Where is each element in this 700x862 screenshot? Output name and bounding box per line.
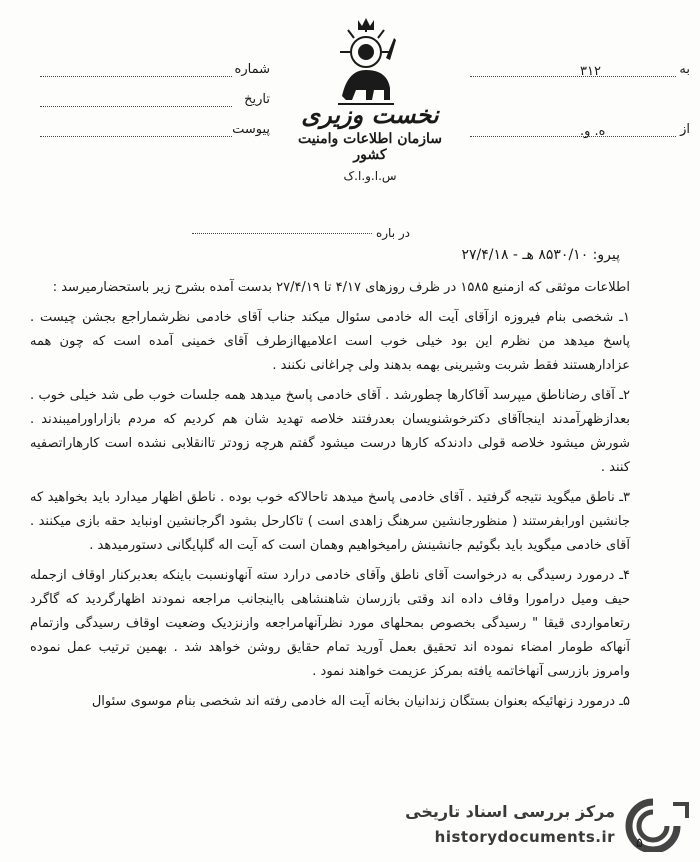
attachment-dotted-line [40,136,232,137]
intro-paragraph: اطلاعات موثقی که ازمنبع ۱۵۸۵ در ظرف روزهای ۴/۱۷ تا ۲۷/۴/۱۹ بدست آمده بشرح زیر باستحضارمیرسد : [52,280,630,295]
attachment-field [40,118,270,148]
organization-subtitle: سازمان اطلاعات وامنیت کشور [297,131,443,163]
header-right-fields [470,58,690,178]
date-label: تاریخ [244,92,270,107]
to-value: ۳۱۲ [580,64,601,79]
item-5-paragraph: ۵ـ درمورد زنهائیکه بعنوان بستگان زندانیان بخانه آیت اله خادمی رفته اند شخصی بنام موسوی سئوال [91,694,630,709]
number-dotted-line [40,76,232,77]
watermark-title: مرکز بررسی اسناد تاریخی [405,802,615,821]
organization-title: نخست وزیری [301,100,439,129]
attachment-label: پیوست [232,122,270,137]
archive-logo-icon [617,798,689,852]
number-label: شماره [234,62,270,77]
item-2-paragraph: ۲ـ آقای رضاناطق میپرسد آقاکارها چطورشد . آقای خادمی پاسخ میدهد همه جلسات خوب طی شد خیلی خوب . بعدازظهرآمدند اینجاآقای دکترخوشنویسان بعدرفتند خلاصه تهدید شان هم کردیم که مردم بازاراورامیبندند . شورش میشود خلاصه قولی دادندکه کارها درست میشود گفتم هرچه زودتر تاانقلابی نشده است کارهاراتصفیه کنند . [30,388,630,475]
item-3-paragraph: ۳ـ ناطق میگوید نتیجه گرفتید . آقای خادمی پاسخ میدهد تاحالاکه خوب بوده . ناطق اظهار میدارد باید بخواهید که جانشین اورابفرستند ( منظورجانشین سرهنگ زاهدی است ) تاکارحل بشود اگرجانشین اونباید حقه بازی میکنند . آقای خادمی میگوید باید بگوئیم جانشینش رامیخواهیم وهمان است که آیت اله گلپایگانی دستورمیدهد . [30,490,630,553]
subject-dotted-line [192,233,372,234]
subject-field [170,226,410,240]
from-value: ه. و. [580,124,606,139]
subject-label: در باره [375,226,410,240]
to-field [470,58,690,118]
reference-line: پیرو: ۸۵۳۰/۱۰ هـ - ۲۷/۴/۱۸ [461,247,620,263]
item-1-paragraph: ۱ـ شخصی بنام فیروزه ازآقای آیت اله خادمی سئوال میکند جناب آقای خادمی نظرشماراجع بجشن چیست . پاسخ میدهد من نظرم این بود خیلی خوب است اعلامیهاازطرف آقای خمینی آمده است که چون همه عزادارهستند فقط شربت وشیرینی بهمه بدهند ولی چراغانی نکنند . [30,310,630,373]
number-field [40,58,270,88]
from-label: از [680,122,690,137]
to-label: به [679,62,690,77]
from-dotted-line [470,136,676,137]
from-field [470,118,690,178]
date-dotted-line [40,106,232,107]
organization-code: س.ا.و.ا.ک [343,169,397,183]
header-left-fields [40,58,270,148]
archive-watermark [395,796,695,856]
lion-and-sun-emblem-icon [330,18,402,110]
item-4-paragraph: ۴ـ درمورد رسیدگی به درخواست آقای ناطق وآقای خادمی درارد سته آنهاونسبت باینکه بعدبرکنار اوقاف ازجمله حیف ومیل درامورا وقاف داده اند وقتی بازرسان شاهنشاهی بااینجانب مراجعه نمودند اظهارگردید که گاگرد رتعامواردی قیقا " رسیدگی بخصوص بمحلهای مورد نظرآنهامراجعه وازنزدیک وضعیت اوقاف رسیدگی وازتمام آنهاکه طومار امضاء نموده اند تحقیق بعمل آورید تمام حقایق روشن خواهد شد . بهمین ترتیب عمل نموده وامروز بازرسی آنهاخاتمه یافته بمرکز عزیمت خواهند نمود . [30,568,630,679]
organization-block [285,100,455,183]
document-body [30,276,630,720]
date-field [40,88,270,118]
page-number: ۵ [636,836,643,851]
watermark-url: historydocuments.ir [434,828,615,846]
to-dotted-line [470,76,676,77]
